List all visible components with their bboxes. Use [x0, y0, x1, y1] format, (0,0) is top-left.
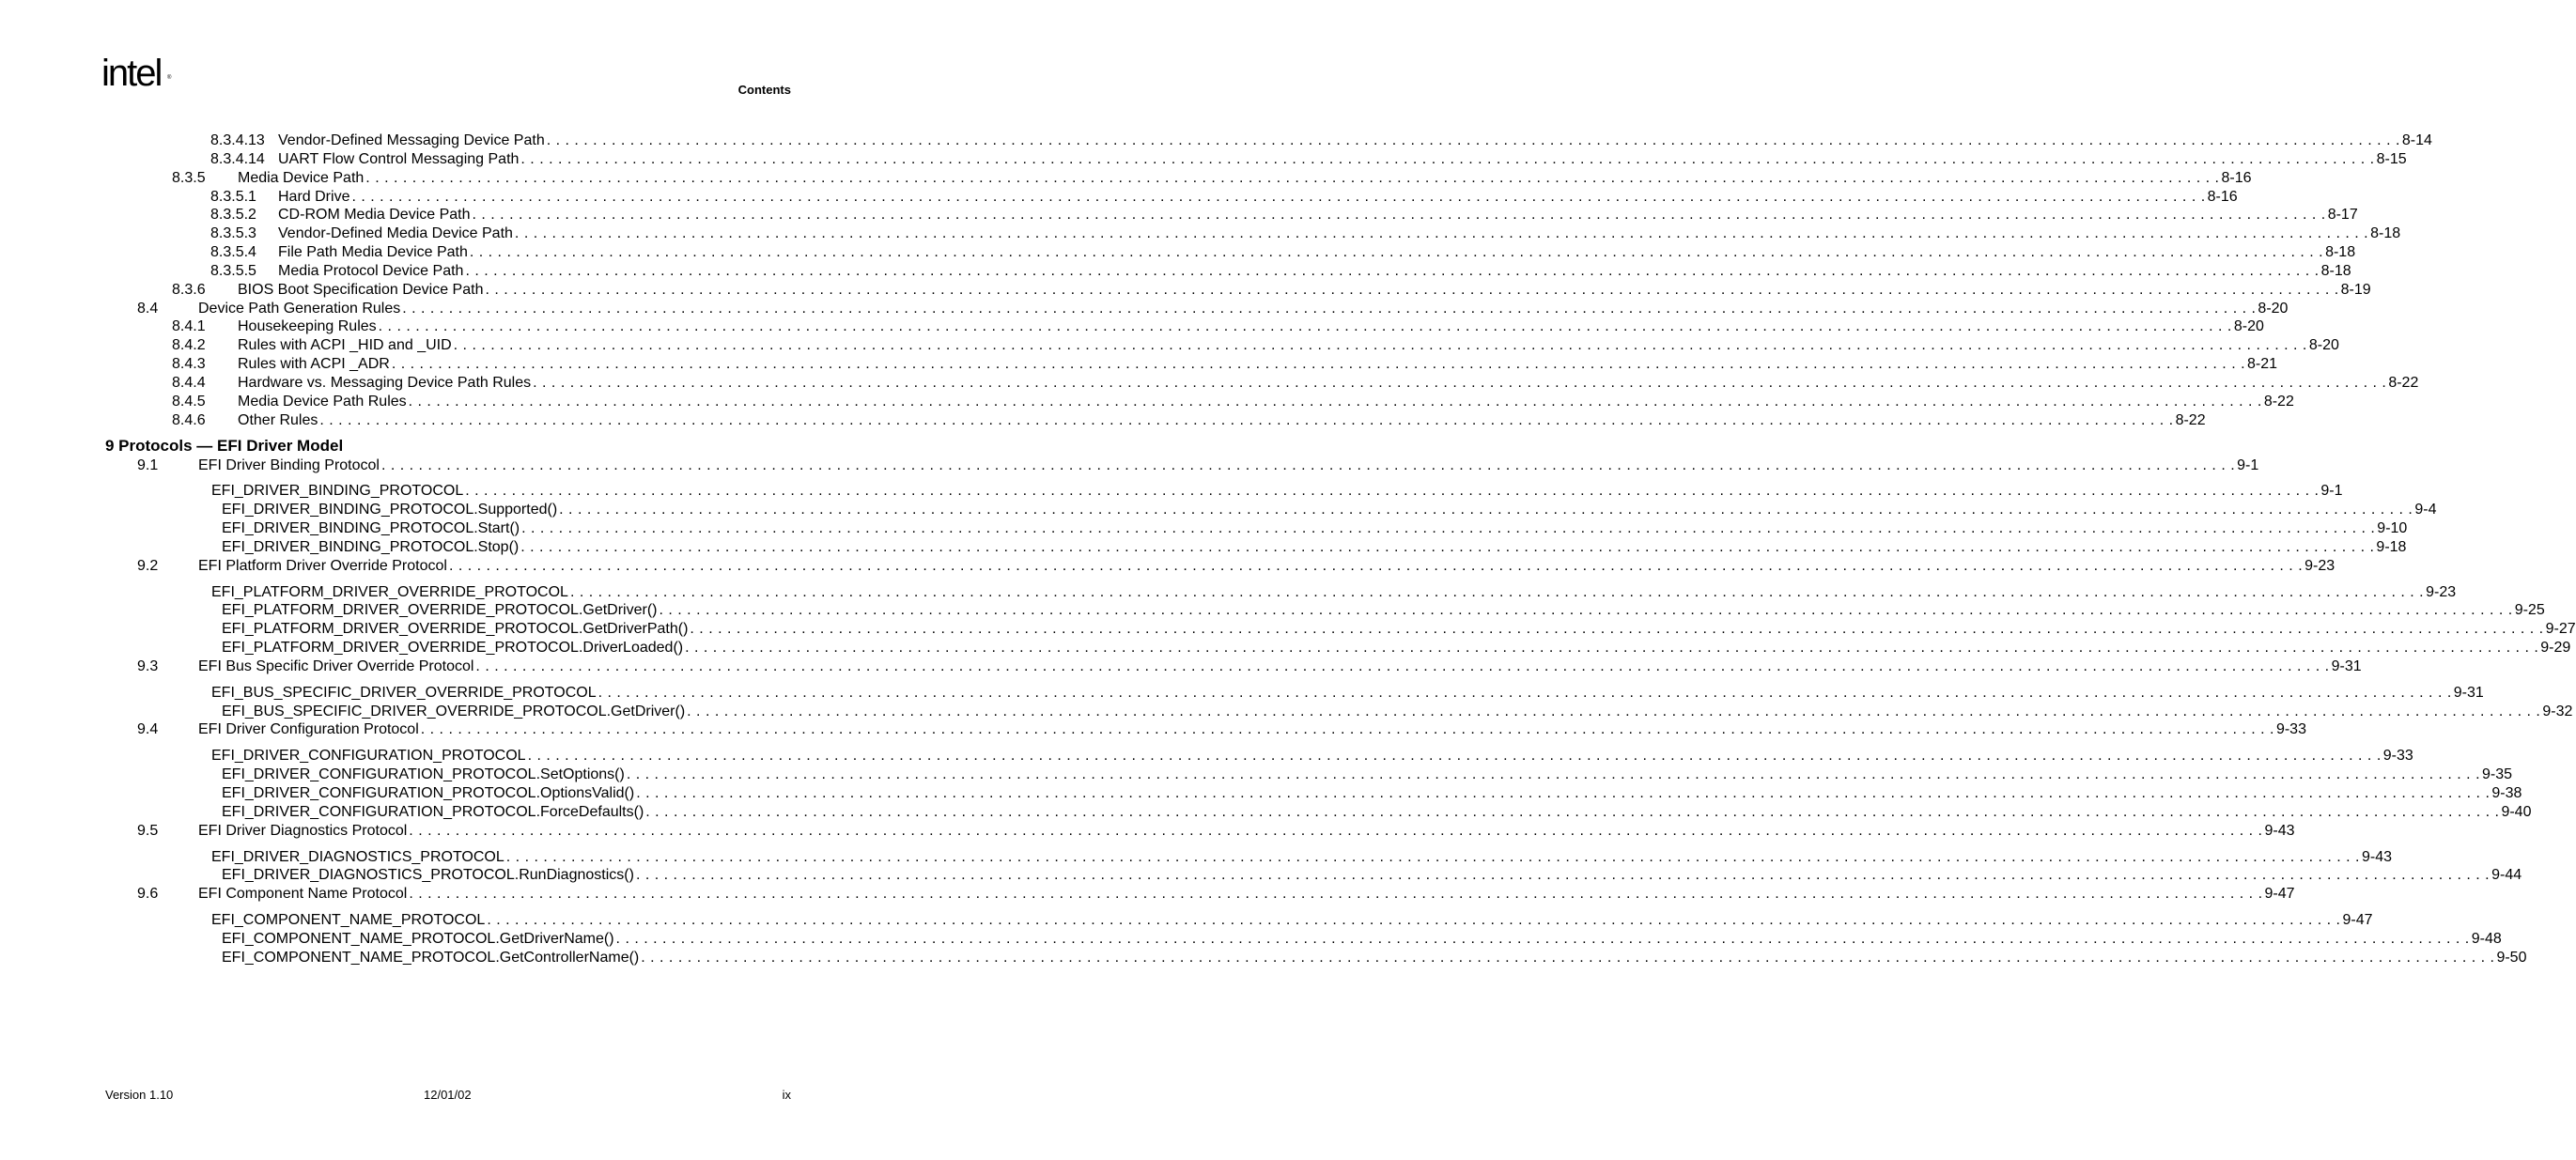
toc-entry-number: 8.3.5.1: [210, 188, 256, 205]
toc-entry[interactable]: [0, 684, 2484, 703]
dot-leader: . . . . . . . . . . . . . . . . . . . . . . . . . . . . . . . . . . . . . . . . . . . . . . . . . . . . . . . . . . . . . . . . . . . . . . . . . . . . . . . . . . . . . . . . . . . . . . . . . . . . . . . . . . . . . . . . . . . . . . . . . . . . . . . . . . . . . . . . . . . . . . . . . . . . . . . . . . . . . . . . . . . . . . . . . . . . . . . . . . . . . . . . . . . . . . . . . . . . . . . .: [409, 822, 2263, 839]
toc-entry[interactable]: [0, 911, 2373, 930]
toc-entry-number: 9.5: [137, 822, 159, 839]
toc-entry-number: 8.4.6: [172, 411, 206, 428]
toc-entry[interactable]: [0, 336, 2339, 355]
toc-entry[interactable]: [0, 224, 2401, 243]
toc-entry[interactable]: [0, 131, 2432, 150]
toc-entry-title: Rules with ACPI _ADR: [238, 356, 390, 373]
dot-leader: . . . . . . . . . . . . . . . . . . . . . . . . . . . . . . . . . . . . . . . . . . . . . . . . . . . . . . . . . . . . . . . . . . . . . . . . . . . . . . . . . . . . . . . . . . . . . . . . . . . . . . . . . . . . . . . . . . . . . . . . . . . . . . . . . . . . . . . . . . . . . . . . . . . . . . . . . . . . . . . . . . . . . . . . . . . . . . . . . . . . . . . . . . . . . . . . . . . . . . . .: [520, 538, 2375, 555]
toc-entry[interactable]: [0, 720, 2306, 739]
toc-entry-title: EFI_DRIVER_CONFIGURATION_PROTOCOL.ForceDefaults(): [222, 803, 644, 820]
toc-entry-page: 9-27: [2545, 621, 2576, 638]
toc-entry[interactable]: [0, 822, 2295, 841]
toc-entry-title: Device Path Generation Rules: [198, 300, 401, 317]
table-of-contents: [0, 131, 2576, 967]
toc-entry-title: Vendor-Defined Messaging Device Path: [278, 132, 545, 148]
toc-entry-page: 9-31: [2331, 657, 2362, 674]
toc-entry[interactable]: [0, 784, 2522, 803]
toc-entry-title: EFI_COMPONENT_NAME_PROTOCOL.GetControllerName(): [222, 949, 640, 966]
dot-leader: . . . . . . . . . . . . . . . . . . . . . . . . . . . . . . . . . . . . . . . . . . . . . . . . . . . . . . . . . . . . . . . . . . . . . . . . . . . . . . . . . . . . . . . . . . . . . . . . . . . . . . . . . . . . . . . . . . . . . . . . . . . . . . . . . . . . . . . . . . . . . . . . . . . . . . . . . . . . . . . . . . . . . . . . . . . . . . . . . . . . . . . . . . . . . . . . . . . . . . . .: [569, 583, 2425, 600]
toc-entry[interactable]: [0, 411, 2206, 430]
dot-leader: . . . . . . . . . . . . . . . . . . . . . . . . . . . . . . . . . . . . . . . . . . . . . . . . . . . . . . . . . . . . . . . . . . . . . . . . . . . . . . . . . . . . . . . . . . . . . . . . . . . . . . . . . . . . . . . . . . . . . . . . . . . . . . . . . . . . . . . . . . . . . . . . . . . . . . . . . . . . . . . . . . . . . . . . . . . . . . . . . . . . . . . . . . . . . . . . . . . . . . . .: [469, 244, 2324, 261]
toc-entry[interactable]: [0, 583, 2457, 602]
toc-entry-title: EFI_DRIVER_DIAGNOSTICS_PROTOCOL: [211, 848, 504, 865]
dot-leader: . . . . . . . . . . . . . . . . . . . . . . . . . . . . . . . . . . . . . . . . . . . . . . . . . . . . . . . . . . . . . . . . . . . . . . . . . . . . . . . . . . . . . . . . . . . . . . . . . . . . . . . . . . . . . . . . . . . . . . . . . . . . . . . . . . . . . . . . . . . . . . . . . . . . . . . . . . . . . . . . . . . . . . . . . . . . . . . . . . . . . . . . . . . . . . . . . . . . . . . .: [380, 456, 2236, 473]
dot-leader: . . . . . . . . . . . . . . . . . . . . . . . . . . . . . . . . . . . . . . . . . . . . . . . . . . . . . . . . . . . . . . . . . . . . . . . . . . . . . . . . . . . . . . . . . . . . . . . . . . . . . . . . . . . . . . . . . . . . . . . . . . . . . . . . . . . . . . . . . . . . . . . . . . . . . . . . . . . . . . . . . . . . . . . . . . . . . . . . . . . . . . . . . . . . . . . . . . . . . . . .: [351, 188, 2206, 205]
dot-leader: . . . . . . . . . . . . . . . . . . . . . . . . . . . . . . . . . . . . . . . . . . . . . . . . . . . . . . . . . . . . . . . . . . . . . . . . . . . . . . . . . . . . . . . . . . . . . . . . . . . . . . . . . . . . . . . . . . . . . . . . . . . . . . . . . . . . . . . . . . . . . . . . . . . . . . . . . . . . . . . . . . . . . . . . . . . . . . . . . . . . . . . . . . . . . . . . . . . . . . . .: [378, 318, 2232, 335]
toc-entry-number: 9.3: [137, 657, 159, 674]
toc-entry-page: 9-33: [2275, 721, 2306, 738]
dot-leader: . . . . . . . . . . . . . . . . . . . . . . . . . . . . . . . . . . . . . . . . . . . . . . . . . . . . . . . . . . . . . . . . . . . . . . . . . . . . . . . . . . . . . . . . . . . . . . . . . . . . . . . . . . . . . . . . . . . . . . . . . . . . . . . . . . . . . . . . . . . . . . . . . . . . . . . . . . . . . . . . . . . . . . . . . . . . . . . . . . . . . . . . . . . . . . . . . . . . . . . .: [365, 169, 2220, 186]
dot-leader: . . . . . . . . . . . . . . . . . . . . . . . . . . . . . . . . . . . . . . . . . . . . . . . . . . . . . . . . . . . . . . . . . . . . . . . . . . . . . . . . . . . . . . . . . . . . . . . . . . . . . . . . . . . . . . . . . . . . . . . . . . . . . . . . . . . . . . . . . . . . . . . . . . . . . . . . . . . . . . . . . . . . . . . . . . . . . . . . . . . . . . . . . . . . . . . . . . . . . . . .: [485, 281, 2339, 298]
dot-leader: . . . . . . . . . . . . . . . . . . . . . . . . . . . . . . . . . . . . . . . . . . . . . . . . . . . . . . . . . . . . . . . . . . . . . . . . . . . . . . . . . . . . . . . . . . . . . . . . . . . . . . . . . . . . . . . . . . . . . . . . . . . . . . . . . . . . . . . . . . . . . . . . . . . . . . . . . . . . . . . . . . . . . . . . . . . . . . . . . . . . . . . . . . . . . . . . . . . . . . . .: [685, 640, 2539, 657]
logo-text: intel: [101, 53, 162, 94]
toc-entry-page: 9-4: [2414, 502, 2437, 518]
dot-leader: . . . . . . . . . . . . . . . . . . . . . . . . . . . . . . . . . . . . . . . . . . . . . . . . . . . . . . . . . . . . . . . . . . . . . . . . . . . . . . . . . . . . . . . . . . . . . . . . . . . . . . . . . . . . . . . . . . . . . . . . . . . . . . . . . . . . . . . . . . . . . . . . . . . . . . . . . . . . . . . . . . . . . . . . . . . . . . . . . . . . . . . . . . . . . . . . . . . . . . . .: [448, 557, 2304, 574]
dot-leader: . . . . . . . . . . . . . . . . . . . . . . . . . . . . . . . . . . . . . . . . . . . . . . . . . . . . . . . . . . . . . . . . . . . . . . . . . . . . . . . . . . . . . . . . . . . . . . . . . . . . . . . . . . . . . . . . . . . . . . . . . . . . . . . . . . . . . . . . . . . . . . . . . . . . . . . . . . . . . . . . . . . . . . . . . . . . . . . . . . . . . . . . . . . . . . . . . . . . . . . .: [402, 300, 2257, 317]
toc-entry[interactable]: [0, 639, 2571, 657]
dot-leader: . . . . . . . . . . . . . . . . . . . . . . . . . . . . . . . . . . . . . . . . . . . . . . . . . . . . . . . . . . . . . . . . . . . . . . . . . . . . . . . . . . . . . . . . . . . . . . . . . . . . . . . . . . . . . . . . . . . . . . . . . . . . . . . . . . . . . . . . . . . . . . . . . . . . . . . . . . . . . . . . . . . . . . . . . . . . . . . . . . . . . . . . . . . . . . . . . . . . . . . .: [453, 337, 2307, 354]
toc-entry-page: 8-15: [2376, 150, 2407, 167]
toc-entry[interactable]: [0, 601, 2545, 620]
dot-leader: . . . . . . . . . . . . . . . . . . . . . . . . . . . . . . . . . . . . . . . . . . . . . . . . . . . . . . . . . . . . . . . . . . . . . . . . . . . . . . . . . . . . . . . . . . . . . . . . . . . . . . . . . . . . . . . . . . . . . . . . . . . . . . . . . . . . . . . . . . . . . . . . . . . . . . . . . . . . . . . . . . . . . . . . . . . . . . . . . . . . . . . . . . . . . . . . . . . . . . . .: [420, 721, 2274, 738]
toc-entry[interactable]: [0, 803, 2532, 822]
toc-entry-title: EFI_COMPONENT_NAME_PROTOCOL.GetDriverName(): [222, 930, 614, 947]
toc-entry[interactable]: [0, 766, 2513, 784]
toc-entry-page: 9-1: [2237, 456, 2259, 473]
dot-leader: . . . . . . . . . . . . . . . . . . . . . . . . . . . . . . . . . . . . . . . . . . . . . . . . . . . . . . . . . . . . . . . . . . . . . . . . . . . . . . . . . . . . . . . . . . . . . . . . . . . . . . . . . . . . . . . . . . . . . . . . . . . . . . . . . . . . . . . . . . . . . . . . . . . . . . . . . . . . . . . . . . . . . . . . . . . . . . . . . . . . . . . . . . . . . . . . . . . . . . . .: [615, 930, 2470, 947]
toc-entry-title: EFI Bus Specific Driver Override Protocol: [198, 657, 474, 674]
toc-entry[interactable]: [0, 317, 2264, 336]
toc-entry-page: 8-22: [2388, 374, 2419, 391]
toc-entry-title: EFI Driver Binding Protocol: [198, 456, 380, 473]
toc-entry-page: 8-16: [2221, 169, 2252, 186]
toc-entry-title: EFI_DRIVER_BINDING_PROTOCOL.Start(): [222, 520, 520, 537]
toc-entry[interactable]: [0, 188, 2238, 207]
dot-leader: . . . . . . . . . . . . . . . . . . . . . . . . . . . . . . . . . . . . . . . . . . . . . . . . . . . . . . . . . . . . . . . . . . . . . . . . . . . . . . . . . . . . . . . . . . . . . . . . . . . . . . . . . . . . . . . . . . . . . . . . . . . . . . . . . . . . . . . . . . . . . . . . . . . . . . . . . . . . . . . . . . . . . . . . . . . . . . . . . . . . . . . . . . . . . . . . . . . . . . . .: [645, 803, 2500, 820]
toc-entry[interactable]: [0, 620, 2576, 639]
dot-leader: . . . . . . . . . . . . . . . . . . . . . . . . . . . . . . . . . . . . . . . . . . . . . . . . . . . . . . . . . . . . . . . . . . . . . . . . . . . . . . . . . . . . . . . . . . . . . . . . . . . . . . . . . . . . . . . . . . . . . . . . . . . . . . . . . . . . . . . . . . . . . . . . . . . . . . . . . . . . . . . . . . . . . . . . . . . . . . . . . . . . . . . . . . . . . . . . . . . . . . . .: [487, 912, 2341, 929]
toc-entry-page: 9-43: [2264, 822, 2295, 839]
toc-entry[interactable]: [0, 703, 2573, 721]
toc-entry-number: 8.4.3: [172, 356, 206, 373]
toc-entry-title: EFI_PLATFORM_DRIVER_OVERRIDE_PROTOCOL.GetDriverPath(): [222, 621, 689, 638]
toc-entry-title: EFI Driver Configuration Protocol: [198, 721, 419, 738]
toc-entry-number: 9.6: [137, 886, 159, 903]
dot-leader: . . . . . . . . . . . . . . . . . . . . . . . . . . . . . . . . . . . . . . . . . . . . . . . . . . . . . . . . . . . . . . . . . . . . . . . . . . . . . . . . . . . . . . . . . . . . . . . . . . . . . . . . . . . . . . . . . . . . . . . . . . . . . . . . . . . . . . . . . . . . . . . . . . . . . . . . . . . . . . . . . . . . . . . . . . . . . . . . . . . . . . . . . . . . . . . . . . . . . . . .: [635, 867, 2491, 884]
toc-entry-title: EFI_DRIVER_CONFIGURATION_PROTOCOL.SetOptions(): [222, 766, 625, 783]
toc-entry-page: 9-50: [2496, 949, 2527, 966]
toc-entry[interactable]: [0, 456, 2259, 475]
toc-entry-page: 9-25: [2514, 602, 2545, 619]
toc-entry[interactable]: [0, 243, 2356, 262]
toc-entry-page: 9-38: [2491, 785, 2522, 801]
dot-leader: . . . . . . . . . . . . . . . . . . . . . . . . . . . . . . . . . . . . . . . . . . . . . . . . . . . . . . . . . . . . . . . . . . . . . . . . . . . . . . . . . . . . . . . . . . . . . . . . . . . . . . . . . . . . . . . . . . . . . . . . . . . . . . . . . . . . . . . . . . . . . . . . . . . . . . . . . . . . . . . . . . . . . . . . . . . . . . . . . . . . . . . . . . . . . . . . . . . . . . . .: [527, 748, 2382, 765]
toc-entry-title: EFI Component Name Protocol: [198, 886, 408, 903]
dot-leader: . . . . . . . . . . . . . . . . . . . . . . . . . . . . . . . . . . . . . . . . . . . . . . . . . . . . . . . . . . . . . . . . . . . . . . . . . . . . . . . . . . . . . . . . . . . . . . . . . . . . . . . . . . . . . . . . . . . . . . . . . . . . . . . . . . . . . . . . . . . . . . . . . . . . . . . . . . . . . . . . . . . . . . . . . . . . . . . . . . . . . . . . . . . . . . . . . . . . . . . .: [319, 411, 2174, 428]
toc-entry-number: 8.3.5.5: [210, 262, 256, 279]
toc-entry-page: 8-21: [2247, 356, 2278, 373]
dot-leader: . . . . . . . . . . . . . . . . . . . . . . . . . . . . . . . . . . . . . . . . . . . . . . . . . . . . . . . . . . . . . . . . . . . . . . . . . . . . . . . . . . . . . . . . . . . . . . . . . . . . . . . . . . . . . . . . . . . . . . . . . . . . . . . . . . . . . . . . . . . . . . . . . . . . . . . . . . . . . . . . . . . . . . . . . . . . . . . . . . . . . . . . . . . . . . . . . . . . . . . .: [465, 262, 2320, 279]
toc-entry-title: EFI_BUS_SPECIFIC_DRIVER_OVERRIDE_PROTOCOL: [211, 684, 597, 701]
toc-entry-page: 8-19: [2340, 281, 2371, 298]
toc-entry-number: 8.3.5.4: [210, 244, 256, 261]
toc-entry-title: Hardware vs. Messaging Device Path Rules: [238, 374, 532, 391]
dot-leader: . . . . . . . . . . . . . . . . . . . . . . . . . . . . . . . . . . . . . . . . . . . . . . . . . . . . . . . . . . . . . . . . . . . . . . . . . . . . . . . . . . . . . . . . . . . . . . . . . . . . . . . . . . . . . . . . . . . . . . . . . . . . . . . . . . . . . . . . . . . . . . . . . . . . . . . . . . . . . . . . . . . . . . . . . . . . . . . . . . . . . . . . . . . . . . . . . . . . . . . .: [659, 602, 2513, 619]
toc-entry-title: EFI_PLATFORM_DRIVER_OVERRIDE_PROTOCOL.DriverLoaded(): [222, 640, 684, 657]
dot-leader: . . . . . . . . . . . . . . . . . . . . . . . . . . . . . . . . . . . . . . . . . . . . . . . . . . . . . . . . . . . . . . . . . . . . . . . . . . . . . . . . . . . . . . . . . . . . . . . . . . . . . . . . . . . . . . . . . . . . . . . . . . . . . . . . . . . . . . . . . . . . . . . . . . . . . . . . . . . . . . . . . . . . . . . . . . . . . . . . . . . . . . . . . . . . . . . . . . . . . . . .: [641, 949, 2495, 966]
toc-entry[interactable]: [0, 393, 2294, 411]
toc-entry-title: EFI_DRIVER_BINDING_PROTOCOL.Supported(): [222, 502, 558, 518]
dot-leader: . . . . . . . . . . . . . . . . . . . . . . . . . . . . . . . . . . . . . . . . . . . . . . . . . . . . . . . . . . . . . . . . . . . . . . . . . . . . . . . . . . . . . . . . . . . . . . . . . . . . . . . . . . . . . . . . . . . . . . . . . . . . . . . . . . . . . . . . . . . . . . . . . . . . . . . . . . . . . . . . . . . . . . . . . . . . . . . . . . . . . . . . . . . . . . . . . . . . . . . .: [690, 621, 2544, 638]
toc-entry-number: 9.2: [137, 557, 159, 574]
toc-entry-title: EFI_DRIVER_CONFIGURATION_PROTOCOL.OptionsValid(): [222, 785, 635, 801]
dot-leader: . . . . . . . . . . . . . . . . . . . . . . . . . . . . . . . . . . . . . . . . . . . . . . . . . . . . . . . . . . . . . . . . . . . . . . . . . . . . . . . . . . . . . . . . . . . . . . . . . . . . . . . . . . . . . . . . . . . . . . . . . . . . . . . . . . . . . . . . . . . . . . . . . . . . . . . . . . . . . . . . . . . . . . . . . . . . . . . . . . . . . . . . . . . . . . . . . . . . . . . .: [636, 785, 2491, 801]
toc-entry-page: 9-23: [2304, 557, 2335, 574]
toc-entry-page: 8-20: [2258, 300, 2289, 317]
dot-leader: . . . . . . . . . . . . . . . . . . . . . . . . . . . . . . . . . . . . . . . . . . . . . . . . . . . . . . . . . . . . . . . . . . . . . . . . . . . . . . . . . . . . . . . . . . . . . . . . . . . . . . . . . . . . . . . . . . . . . . . . . . . . . . . . . . . . . . . . . . . . . . . . . . . . . . . . . . . . . . . . . . . . . . . . . . . . . . . . . . . . . . . . . . . . . . . . . . . . . . . .: [687, 703, 2541, 719]
toc-entry[interactable]: [0, 519, 2408, 538]
toc-entry-title: Hard Drive: [278, 188, 350, 205]
toc-entry-number: 8.4.4: [172, 374, 206, 391]
dot-leader: . . . . . . . . . . . . . . . . . . . . . . . . . . . . . . . . . . . . . . . . . . . . . . . . . . . . . . . . . . . . . . . . . . . . . . . . . . . . . . . . . . . . . . . . . . . . . . . . . . . . . . . . . . . . . . . . . . . . . . . . . . . . . . . . . . . . . . . . . . . . . . . . . . . . . . . . . . . . . . . . . . . . . . . . . . . . . . . . . . . . . . . . . . . . . . . . . . . . . . . .: [391, 356, 2246, 373]
toc-entry-page: 9-40: [2501, 803, 2532, 820]
toc-entry-number: 8.3.4.13: [210, 132, 265, 148]
toc-entry-page: 9-23: [2426, 583, 2457, 600]
toc-entry-page: 9-29: [2540, 640, 2571, 657]
toc-entry[interactable]: [0, 747, 2413, 766]
toc-entry-page: 9-31: [2453, 684, 2484, 701]
dot-leader: . . . . . . . . . . . . . . . . . . . . . . . . . . . . . . . . . . . . . . . . . . . . . . . . . . . . . . . . . . . . . . . . . . . . . . . . . . . . . . . . . . . . . . . . . . . . . . . . . . . . . . . . . . . . . . . . . . . . . . . . . . . . . . . . . . . . . . . . . . . . . . . . . . . . . . . . . . . . . . . . . . . . . . . . . . . . . . . . . . . . . . . . . . . . . . . . . . . . . . . .: [475, 657, 2330, 674]
footer-version: Version 1.10: [105, 1088, 174, 1102]
toc-entry-page: 9-10: [2377, 520, 2408, 537]
toc-entry-number: 8.4.5: [172, 393, 206, 410]
dot-leader: . . . . . . . . . . . . . . . . . . . . . . . . . . . . . . . . . . . . . . . . . . . . . . . . . . . . . . . . . . . . . . . . . . . . . . . . . . . . . . . . . . . . . . . . . . . . . . . . . . . . . . . . . . . . . . . . . . . . . . . . . . . . . . . . . . . . . . . . . . . . . . . . . . . . . . . . . . . . . . . . . . . . . . . . . . . . . . . . . . . . . . . . . . . . . . . . . . . . . . . .: [559, 502, 2413, 518]
toc-entry[interactable]: [0, 206, 2358, 224]
toc-entry-page: 8-22: [2175, 411, 2206, 428]
toc-entry[interactable]: [0, 374, 2419, 393]
toc-entry-page: 9-44: [2491, 867, 2522, 884]
toc-entry-title: UART Flow Control Messaging Path: [278, 150, 520, 167]
toc-entry-title: EFI_PLATFORM_DRIVER_OVERRIDE_PROTOCOL.GetDriver(): [222, 602, 658, 619]
toc-entry-title: EFI_PLATFORM_DRIVER_OVERRIDE_PROTOCOL: [211, 583, 568, 600]
toc-entry-page: 9-33: [2382, 748, 2413, 765]
toc-entry-page: 8-18: [2370, 225, 2401, 242]
toc-entry-title: Media Device Path: [238, 169, 365, 186]
toc-entry-page: 9-47: [2342, 912, 2373, 929]
toc-entry-number: 8.3.5.3: [210, 225, 256, 242]
toc-entry-number: 8.3.5: [172, 169, 206, 186]
toc-entry-number: 8.3.6: [172, 281, 206, 298]
toc-entry-title: EFI_COMPONENT_NAME_PROTOCOL: [211, 912, 486, 929]
toc-entry-number: 8.4.2: [172, 337, 206, 354]
toc-entry-title: EFI Platform Driver Override Protocol: [198, 557, 447, 574]
toc-entry-number: 9.4: [137, 721, 159, 738]
footer-date: 12/01/02: [424, 1088, 472, 1102]
toc-entry-page: 9-32: [2542, 703, 2573, 719]
toc-entry-number: 9.1: [137, 456, 159, 473]
toc-entry-page: 9-43: [2361, 848, 2392, 865]
toc-entry-title: BIOS Boot Specification Device Path: [238, 281, 484, 298]
toc-entry[interactable]: [0, 538, 2407, 557]
toc-entry-number: 8.3.5.2: [210, 207, 256, 224]
toc-entry-title: EFI_DRIVER_BINDING_PROTOCOL.Stop(): [222, 538, 520, 555]
section-label: Contents: [737, 83, 791, 97]
toc-entry-page: 9-47: [2264, 886, 2295, 903]
dot-leader: . . . . . . . . . . . . . . . . . . . . . . . . . . . . . . . . . . . . . . . . . . . . . . . . . . . . . . . . . . . . . . . . . . . . . . . . . . . . . . . . . . . . . . . . . . . . . . . . . . . . . . . . . . . . . . . . . . . . . . . . . . . . . . . . . . . . . . . . . . . . . . . . . . . . . . . . . . . . . . . . . . . . . . . . . . . . . . . . . . . . . . . . . . . . . . . . . . . . . . . .: [514, 225, 2369, 242]
toc-entry[interactable]: [0, 300, 2289, 318]
toc-entry-title: EFI_DRIVER_CONFIGURATION_PROTOCOL: [211, 748, 526, 765]
toc-entry[interactable]: [0, 657, 2362, 676]
toc-entry-page: 8-18: [2325, 244, 2356, 261]
toc-entry-title: Rules with ACPI _HID and _UID: [238, 337, 452, 354]
dot-leader: . . . . . . . . . . . . . . . . . . . . . . . . . . . . . . . . . . . . . . . . . . . . . . . . . . . . . . . . . . . . . . . . . . . . . . . . . . . . . . . . . . . . . . . . . . . . . . . . . . . . . . . . . . . . . . . . . . . . . . . . . . . . . . . . . . . . . . . . . . . . . . . . . . . . . . . . . . . . . . . . . . . . . . . . . . . . . . . . . . . . . . . . . . . . . . . . . . . . . . . .: [465, 483, 2320, 500]
toc-entry[interactable]: [0, 169, 2252, 188]
toc-entry-page: 9-18: [2376, 538, 2407, 555]
toc-entry-title: EFI Driver Diagnostics Protocol: [198, 822, 408, 839]
dot-leader: . . . . . . . . . . . . . . . . . . . . . . . . . . . . . . . . . . . . . . . . . . . . . . . . . . . . . . . . . . . . . . . . . . . . . . . . . . . . . . . . . . . . . . . . . . . . . . . . . . . . . . . . . . . . . . . . . . . . . . . . . . . . . . . . . . . . . . . . . . . . . . . . . . . . . . . . . . . . . . . . . . . . . . . . . . . . . . . . . . . . . . . . . . . . . . . . . . . . . . . .: [626, 766, 2481, 783]
toc-entry-page: 9-48: [2471, 930, 2502, 947]
toc-entry-title: Housekeeping Rules: [238, 318, 377, 335]
toc-entry-title: Other Rules: [238, 411, 318, 428]
dot-leader: . . . . . . . . . . . . . . . . . . . . . . . . . . . . . . . . . . . . . . . . . . . . . . . . . . . . . . . . . . . . . . . . . . . . . . . . . . . . . . . . . . . . . . . . . . . . . . . . . . . . . . . . . . . . . . . . . . . . . . . . . . . . . . . . . . . . . . . . . . . . . . . . . . . . . . . . . . . . . . . . . . . . . . . . . . . . . . . . . . . . . . . . . . . . . . . . . . . . . . . .: [520, 150, 2375, 167]
toc-entry-page: 9-1: [2320, 483, 2343, 500]
toc-entry[interactable]: [0, 355, 2278, 374]
toc-entry-number: 8.4.1: [172, 318, 206, 335]
toc-entry-page: 8-16: [2207, 188, 2238, 205]
toc-entry-page: 8-20: [2233, 318, 2264, 335]
toc-entry-page: 8-20: [2308, 337, 2339, 354]
toc-entry[interactable]: [0, 930, 2502, 949]
dot-leader: . . . . . . . . . . . . . . . . . . . . . . . . . . . . . . . . . . . . . . . . . . . . . . . . . . . . . . . . . . . . . . . . . . . . . . . . . . . . . . . . . . . . . . . . . . . . . . . . . . . . . . . . . . . . . . . . . . . . . . . . . . . . . . . . . . . . . . . . . . . . . . . . . . . . . . . . . . . . . . . . . . . . . . . . . . . . . . . . . . . . . . . . . . . . . . . . . . . . . . . .: [546, 132, 2400, 148]
toc-entry-title: EFI_BUS_SPECIFIC_DRIVER_OVERRIDE_PROTOCOL.GetDriver(): [222, 703, 686, 719]
toc-entry-title: CD-ROM Media Device Path: [278, 207, 471, 224]
dot-leader: . . . . . . . . . . . . . . . . . . . . . . . . . . . . . . . . . . . . . . . . . . . . . . . . . . . . . . . . . . . . . . . . . . . . . . . . . . . . . . . . . . . . . . . . . . . . . . . . . . . . . . . . . . . . . . . . . . . . . . . . . . . . . . . . . . . . . . . . . . . . . . . . . . . . . . . . . . . . . . . . . . . . . . . . . . . . . . . . . . . . . . . . . . . . . . . . . . . . . . . .: [408, 393, 2262, 410]
toc-entry-page: 8-17: [2327, 207, 2358, 224]
toc-entry[interactable]: [0, 482, 2343, 501]
dot-leader: . . . . . . . . . . . . . . . . . . . . . . . . . . . . . . . . . . . . . . . . . . . . . . . . . . . . . . . . . . . . . . . . . . . . . . . . . . . . . . . . . . . . . . . . . . . . . . . . . . . . . . . . . . . . . . . . . . . . . . . . . . . . . . . . . . . . . . . . . . . . . . . . . . . . . . . . . . . . . . . . . . . . . . . . . . . . . . . . . . . . . . . . . . . . . . . . . . . . . . . .: [505, 848, 2360, 865]
toc-entry[interactable]: [0, 281, 2371, 300]
toc-entry-page: 8-22: [2263, 393, 2294, 410]
toc-entry-page: 9-35: [2482, 766, 2513, 783]
toc-entry-number: 8.4: [137, 300, 159, 317]
toc-entry-number: 8.3.4.14: [210, 150, 265, 167]
toc-entry[interactable]: [0, 262, 2351, 281]
toc-entry[interactable]: [0, 150, 2407, 169]
toc-entry-title: EFI_DRIVER_DIAGNOSTICS_PROTOCOL.RunDiagnostics(): [222, 867, 634, 884]
dot-leader: . . . . . . . . . . . . . . . . . . . . . . . . . . . . . . . . . . . . . . . . . . . . . . . . . . . . . . . . . . . . . . . . . . . . . . . . . . . . . . . . . . . . . . . . . . . . . . . . . . . . . . . . . . . . . . . . . . . . . . . . . . . . . . . . . . . . . . . . . . . . . . . . . . . . . . . . . . . . . . . . . . . . . . . . . . . . . . . . . . . . . . . . . . . . . . . . . . . . . . . .: [533, 374, 2387, 391]
chapter-heading: 9 Protocols — EFI Driver Model: [105, 436, 344, 455]
toc-entry-title: Media Device Path Rules: [238, 393, 407, 410]
toc-entry-title: EFI_DRIVER_BINDING_PROTOCOL: [211, 483, 464, 500]
toc-entry-title: File Path Media Device Path: [278, 244, 468, 261]
toc-entry-page: 8-14: [2401, 132, 2432, 148]
toc-entry[interactable]: [0, 866, 2522, 885]
footer-page-number: ix: [782, 1088, 791, 1102]
toc-entry-title: Vendor-Defined Media Device Path: [278, 225, 513, 242]
toc-entry-title: Media Protocol Device Path: [278, 262, 464, 279]
toc-entry[interactable]: [0, 885, 2295, 904]
dot-leader: . . . . . . . . . . . . . . . . . . . . . . . . . . . . . . . . . . . . . . . . . . . . . . . . . . . . . . . . . . . . . . . . . . . . . . . . . . . . . . . . . . . . . . . . . . . . . . . . . . . . . . . . . . . . . . . . . . . . . . . . . . . . . . . . . . . . . . . . . . . . . . . . . . . . . . . . . . . . . . . . . . . . . . . . . . . . . . . . . . . . . . . . . . . . . . . . . . . . . . . .: [472, 207, 2326, 224]
toc-entry-page: 8-18: [2320, 262, 2351, 279]
dot-leader: . . . . . . . . . . . . . . . . . . . . . . . . . . . . . . . . . . . . . . . . . . . . . . . . . . . . . . . . . . . . . . . . . . . . . . . . . . . . . . . . . . . . . . . . . . . . . . . . . . . . . . . . . . . . . . . . . . . . . . . . . . . . . . . . . . . . . . . . . . . . . . . . . . . . . . . . . . . . . . . . . . . . . . . . . . . . . . . . . . . . . . . . . . . . . . . . . . . . . . . .: [597, 684, 2452, 701]
toc-entry[interactable]: [0, 949, 2527, 967]
registered-mark: ®: [167, 75, 172, 81]
toc-entry[interactable]: [0, 557, 2335, 576]
dot-leader: . . . . . . . . . . . . . . . . . . . . . . . . . . . . . . . . . . . . . . . . . . . . . . . . . . . . . . . . . . . . . . . . . . . . . . . . . . . . . . . . . . . . . . . . . . . . . . . . . . . . . . . . . . . . . . . . . . . . . . . . . . . . . . . . . . . . . . . . . . . . . . . . . . . . . . . . . . . . . . . . . . . . . . . . . . . . . . . . . . . . . . . . . . . . . . . . . . . . . . . .: [409, 886, 2263, 903]
intel-logo: [101, 53, 172, 94]
dot-leader: . . . . . . . . . . . . . . . . . . . . . . . . . . . . . . . . . . . . . . . . . . . . . . . . . . . . . . . . . . . . . . . . . . . . . . . . . . . . . . . . . . . . . . . . . . . . . . . . . . . . . . . . . . . . . . . . . . . . . . . . . . . . . . . . . . . . . . . . . . . . . . . . . . . . . . . . . . . . . . . . . . . . . . . . . . . . . . . . . . . . . . . . . . . . . . . . . . . . . . . .: [521, 520, 2376, 537]
toc-entry[interactable]: [0, 501, 2437, 519]
toc-entry[interactable]: [0, 848, 2392, 867]
